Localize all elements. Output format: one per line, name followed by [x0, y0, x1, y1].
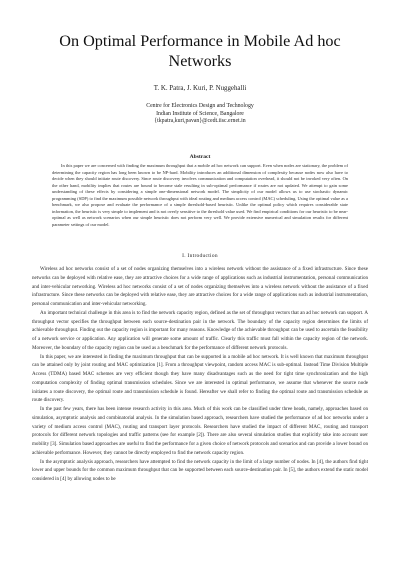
section-heading-introduction: I. Introduction — [182, 253, 218, 259]
paper-title-line-2: Networks — [168, 52, 232, 70]
paper-affiliation — [0, 103, 400, 126]
affiliation-line-2: Indian Institute of Science, Bangalore — [156, 110, 244, 117]
abstract-text: In this paper we are concerned with finding the maximum throughput that a mobile ad hoc network can support. Even when nodes are stationary, the problem of determining the capacity region has long been known to be NP-hard. Mobility introduces an additional dimension of complexity because nodes now also have to decide when they should initiate route discovery. Since route discovery involves communication and computation overhead, it should not be invoked very often. On the other hand, mobility implies that routes are bound to become stale resulting in sub-optimal performance if routes are not updated. We attempt to gain some understanding of these effects by considering a simple one-dimensional network model. The simplicity of our model allows us to use stochastic dynamic programming (SDP) to find the maximum possible network throughput with ideal routing and medium access control (MAC) scheduling. Using the optimal value as a benchmark, we also propose and evaluate the performance of a simple threshold-based heuristic. Unlike the optimal policy which requires considerable state information, the heuristic is very simple to implement and is not overly sensitive to the threshold value used. We find empirical conditions for our heuristic to be near-optimal as well as network scenarios when our simple heuristic does not perform very well. We provide extensive numerical and simulation results for different parameter settings of our model. — [52, 163, 348, 227]
affiliation-email: {tkpatra,kuri,pavan}@cedt.iisc.ernet.in — [154, 118, 246, 125]
body-paragraph-1: Wireless ad hoc networks consist of a set of nodes organizing themselves into a wireless network without the assistance of a fixed infrastructure. Since these networks can be deployed with relative ease, they are attractive choices for a wide range of applications such as industrial instrumentation, personal communication and inter-vehicular networking. Wireless ad hoc networks consist of a set of nodes organizing themselves into a wireless network without the assistance of a fixed infrastructure. Since these networks can be deployed with relative ease, they are attractive choices for a wide range of applications such as industrial instrumentation, personal communication and inter-vehicular networking. — [32, 266, 368, 307]
body-paragraph-5: In the asymptotic analysis approach, researchers have attempted to find the network capacity in the limit of a large number of nodes. In [4], the authors find tight lower and upper bounds for the common maximum throughput that can be supported between each source-destination pair. In [5], the authors extend the static model considered in [4] by allowing nodes to be — [32, 458, 368, 482]
body-paragraph-4: In the past few years, there has been intense research activity in this area. Much of this work can be classified under three heads, namely, approaches based on simulation, asymptotic analysis and combinatorial analysis. In the simulation based approach, researchers have studied the performance of ad hoc networks under a variety of medium access control (MAC), routing and transport layer protocols. Researchers have studied the impact of different MAC, routing and transport protocols for different network topologies and traffic patterns (see for example [2]). There are also several simulation studies that explicitly take into account user mobility [3]. Simulation based approaches are useful to find the performance for a given choice of network protocols and scenarios and can provide a lower bound on achievable performance. However, they cannot be directly employed to find the network capacity region. — [32, 406, 368, 456]
body-paragraph-3: In this paper, we are interested in finding the maximum throughput that can be supported in a mobile ad hoc network. It is well known that maximum throughput can be attained only by joint routing and MAC optimization [1]. From a throughput viewpoint, random access MAC is sub-optimal. Instead Time Division Multiple Access (TDMA) based MAC schemes are very efficient though they have many disadvantages such as the need for tight time synchronization and the high computation complexity of finding optimal transmission schedules. Since we are interested in optimal performance, we assume that whenever the source node initiates a route discovery, the optimal route and transmission schedule is found. Hereafter we shall refer to finding the optimal route and transmission schedule as route discovery. — [32, 353, 368, 404]
body-paragraph-2: An important technical challenge in this area is to find the network capacity region, defined as the set of throughput vectors that an ad hoc network can support. A throughput vector specifies the throughput between each source-destination pair in the network. The boundary of the capacity region determines the limits of achievable throughput. Finding out the capacity region is important for many reasons. Knowledge of the achievable throughput can be used to ascertain the feasibility of a network service or application. Any application will generate some amount of traffic. Clearly this traffic must fall within the capacity region of the network. Moreover, the boundary of the capacity region can be used as a benchmark for the performance of different network protocols. — [32, 309, 368, 351]
introduction-body — [32, 265, 368, 484]
paper-title-line-1: On Optimal Performance in Mobile Ad hoc — [59, 32, 341, 50]
abstract-heading: Abstract — [189, 154, 211, 160]
paper-title — [0, 31, 400, 71]
paper-authors: T. K. Patra, J. Kuri, P. Nuggehalli — [153, 85, 247, 92]
affiliation-line-1: Centre for Electronics Design and Technology — [146, 103, 254, 109]
